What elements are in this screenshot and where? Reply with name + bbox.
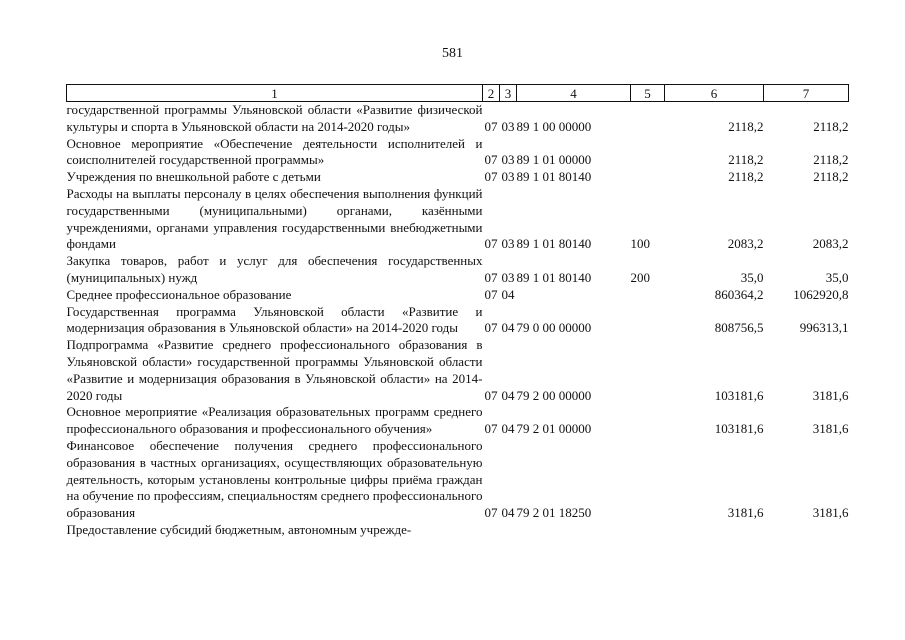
amount-col-6: 3181,6 xyxy=(727,505,764,521)
expense-type-code xyxy=(631,136,665,170)
subsection-code: 04 xyxy=(501,286,515,302)
amount-col-7: 2118,2 xyxy=(813,169,849,185)
target-article-code xyxy=(517,287,631,304)
section-code: 07 xyxy=(484,152,498,168)
subsection-code: 04 xyxy=(501,320,515,336)
header-col-3: 3 xyxy=(500,85,517,102)
amount-col-6: 2118,2 xyxy=(728,169,764,185)
amount-col-6: 35,0 xyxy=(740,269,764,285)
amount-col-6: 860364,2 xyxy=(714,286,764,302)
target-article-code: 79 0 00 00000 xyxy=(516,320,592,336)
section-code: 07 xyxy=(484,387,498,403)
amount-col-7: 3181,6 xyxy=(812,387,849,403)
amount-col-7: 3181,6 xyxy=(812,505,849,521)
section-code: 07 xyxy=(484,169,498,185)
table-row xyxy=(67,287,849,304)
amount-col-6: 2118,2 xyxy=(728,118,764,134)
amount-col-6: 2118,2 xyxy=(728,152,764,168)
expense-type-code xyxy=(631,102,665,136)
amount-col-7: 2083,2 xyxy=(812,236,849,252)
row-description: Учреждения по внешкольной работе с детьми xyxy=(66,169,321,185)
amount-col-7: 2118,2 xyxy=(813,118,849,134)
header-row xyxy=(67,85,849,102)
table-body xyxy=(67,102,849,539)
budget-table xyxy=(66,84,849,539)
subsection-code: 04 xyxy=(501,505,515,521)
expense-type-code xyxy=(631,438,665,522)
amount-col-7 xyxy=(764,522,849,539)
row-description: Подпрограмма «Развитие среднего профессионального образования в Ульяновской области» государственной программы Ульяновской области «Развитие и модернизация образования в Ульяновской области» на 2014-2020 годы xyxy=(66,337,483,403)
row-description: Среднее профессиональное образование xyxy=(66,286,292,302)
section-code xyxy=(483,522,500,539)
subsection-code: 03 xyxy=(501,169,515,185)
table-row xyxy=(67,186,849,253)
page-number: 581 xyxy=(442,46,463,61)
section-code: 07 xyxy=(484,320,498,336)
amount-col-7: 1062920,8 xyxy=(793,286,849,302)
amount-col-6: 103181,6 xyxy=(714,421,764,437)
amount-col-7: 2118,2 xyxy=(813,152,849,168)
table-row xyxy=(67,136,849,170)
expense-type-code xyxy=(631,337,665,404)
table-row xyxy=(67,253,849,287)
amount-col-6: 103181,6 xyxy=(714,387,764,403)
row-description: Расходы на выплаты персоналу в целях обеспечения выполнения функций государственными (муниципальными) органами, казёнными учреждениями, органами управления государственными внебюджетными фондами xyxy=(66,185,483,252)
expense-type-code xyxy=(631,287,665,304)
header-col-1: 1 xyxy=(67,85,483,102)
expense-type-code xyxy=(631,522,665,539)
subsection-code xyxy=(500,522,517,539)
expense-type-code xyxy=(631,169,665,186)
subsection-code: 03 xyxy=(501,118,515,134)
subsection-code: 03 xyxy=(501,236,515,252)
table-row xyxy=(67,337,849,404)
table-row xyxy=(67,169,849,186)
table-header xyxy=(67,85,849,102)
amount-col-6: 2083,2 xyxy=(727,236,764,252)
row-description: Предоставление субсидий бюджетным, автономным учрежде- xyxy=(66,521,412,537)
target-article-code: 89 1 01 80140 xyxy=(516,236,592,252)
section-code: 07 xyxy=(484,118,498,134)
amount-col-6 xyxy=(665,522,764,539)
target-article-code: 89 1 01 80140 xyxy=(516,269,592,285)
target-article-code: 89 1 01 00000 xyxy=(516,152,592,168)
table-row xyxy=(67,304,849,338)
header-col-2: 2 xyxy=(483,85,500,102)
section-code: 07 xyxy=(484,505,498,521)
subsection-code: 03 xyxy=(501,152,515,168)
header-col-6: 6 xyxy=(665,85,764,102)
target-article-code: 79 2 01 00000 xyxy=(516,421,592,437)
expense-type-code: 100 xyxy=(630,236,650,252)
row-description: Основное мероприятие «Обеспечение деятельности исполнителей и соисполнителей государственной программы» xyxy=(66,135,483,168)
header-col-7: 7 xyxy=(764,85,849,102)
amount-col-6: 808756,5 xyxy=(714,320,764,336)
row-description: Основное мероприятие «Реализация образовательных программ среднего профессионального образования и профессионального обучения» xyxy=(66,404,483,437)
table-row xyxy=(67,404,849,438)
expense-type-code: 200 xyxy=(630,269,650,285)
row-description: государственной программы Ульяновской области «Развитие физической культуры и спорта в Ульяновской области на 2014-2020 годы» xyxy=(66,102,483,134)
target-article-code: 89 1 01 80140 xyxy=(516,169,592,185)
row-description: Государственная программа Ульяновской области «Развитие и модернизация образования в Ульяновской области» на 2014-2020 годы xyxy=(66,303,483,336)
amount-col-7: 996313,1 xyxy=(799,320,849,336)
section-code: 07 xyxy=(484,421,498,437)
amount-col-7: 3181,6 xyxy=(812,421,849,437)
table-row xyxy=(67,522,849,539)
row-description: Закупка товаров, работ и услуг для обеспечения государственных (муниципальных) нужд xyxy=(66,253,483,285)
amount-col-7: 35,0 xyxy=(825,269,849,285)
row-description: Финансовое обеспечение получения среднего профессионального образования в частных организациях, осуществляющих образовательную деятельность, которым установлены контрольные цифры приёма граждан на обучение по профессиям, специальностям среднего профессионального образования xyxy=(66,437,483,521)
section-code: 07 xyxy=(484,236,498,252)
target-article-code: 89 1 00 00000 xyxy=(516,118,592,134)
table-row xyxy=(67,102,849,136)
section-code: 07 xyxy=(484,269,498,285)
subsection-code: 04 xyxy=(501,387,515,403)
header-col-4: 4 xyxy=(517,85,631,102)
header-col-5: 5 xyxy=(631,85,665,102)
target-article-code: 79 2 00 00000 xyxy=(516,387,592,403)
target-article-code: 79 2 01 18250 xyxy=(516,505,592,521)
expense-type-code xyxy=(631,404,665,438)
subsection-code: 03 xyxy=(501,269,515,285)
target-article-code xyxy=(517,522,631,539)
section-code: 07 xyxy=(484,286,498,302)
subsection-code: 04 xyxy=(501,421,515,437)
expense-type-code xyxy=(631,304,665,338)
table-row xyxy=(67,438,849,522)
